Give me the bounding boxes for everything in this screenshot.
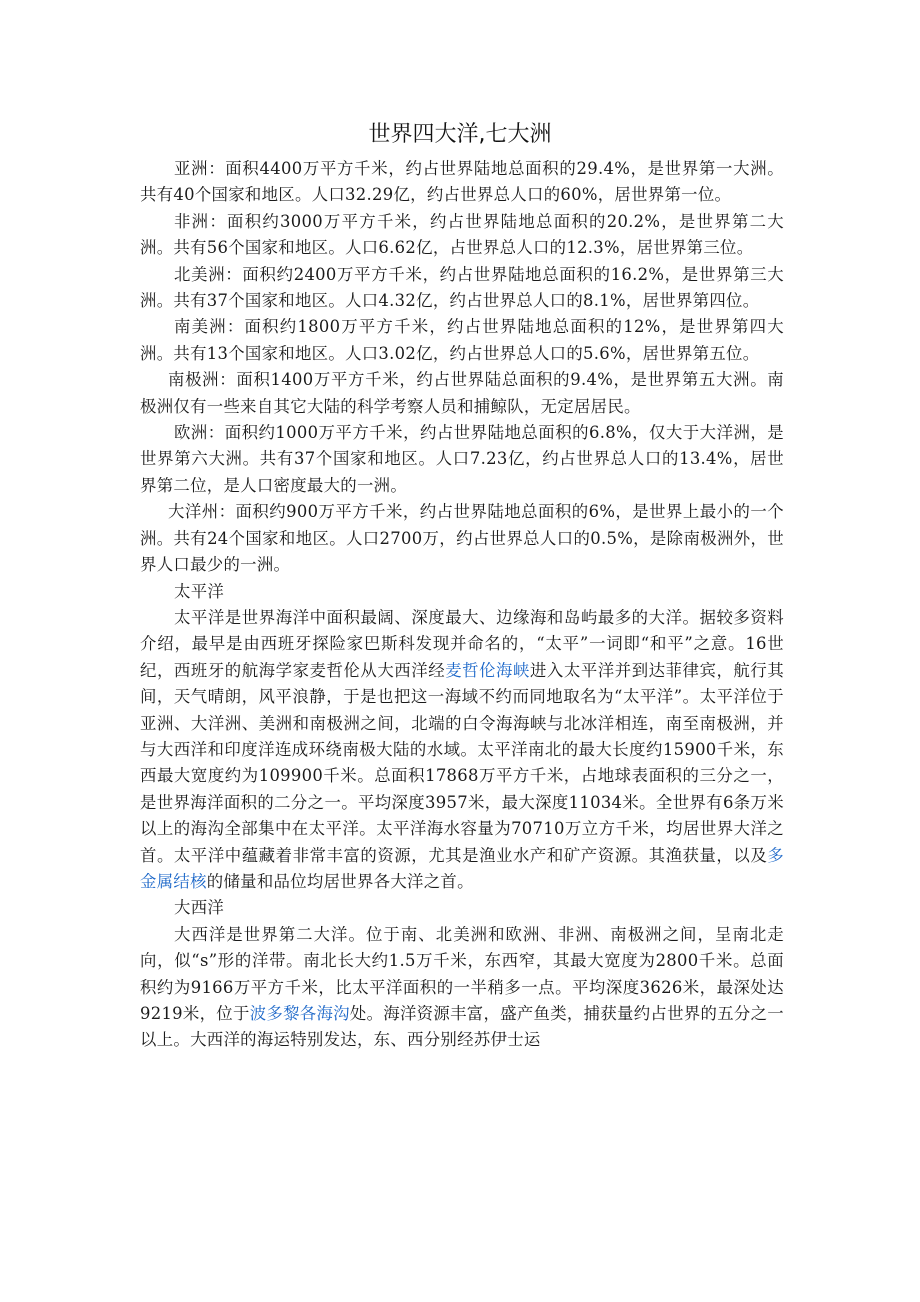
- heading-pacific: 太平洋: [174, 581, 225, 601]
- paragraph-atlantic: [140, 922, 784, 1054]
- paragraph-oceania: 大洋州：面积约900万平方千米，约占世界陆地总面积的6%，是世界上最小的一个洲。共有24个国家和地区。人口2700万，约占世界总人口的0.5%，是除南极洲外，世界人口最少的一洲。: [140, 502, 784, 575]
- paragraph-africa: 非洲：面积约3000万平方千米，约占世界陆地总面积的20.2%，是世界第二大洲。共有56个国家和地区。人口6.62亿，占世界总人口的12.3%，居世界第三位。: [140, 211, 784, 258]
- paragraph-antarctica: 南极洲：面积1400万平方千米，约占世界陆总面积的9.4%，是世界第五大洲。南极洲仅有一些来自其它大陆的科学考察人员和捕鲸队，无定居居民。: [140, 370, 784, 416]
- pacific-text-2: 进入太平洋并到达菲律宾，航行其间，天气晴朗，风平浪静，于是也把这一海域不约而同地取名为“太平洋”。太平洋位于亚洲、大洋洲、美洲和南极洲之间，北端的白令海海峡与北冰洋相连，南至南极洲，并与大西洋和印度洋连成环绕南极大陆的水域。太平洋南北的最大长度约15900千米，东西最大宽度约为109900千米。总面积17868万平方千米，占地球表面积的三分之一，是世界海洋面积的二分之一。平均深度3957米，最大深度11034米。全世界有6条万米以上的海沟全部集中在太平洋。太平洋海水容量为70710万立方千米，均居世界大洋之首。太平洋中蕴藏着非常丰富的资源，尤其是渔业水产和矿产资源。其渔获量，以及: [140, 660, 785, 865]
- link-magellan-strait[interactable]: 麦哲伦海峡: [445, 660, 530, 680]
- pacific-text-3: 的储量和品位均居世界各大洋之首。: [206, 871, 474, 891]
- link-puerto-rico-trench[interactable]: 波多黎各海沟: [249, 1004, 350, 1023]
- paragraph-north-america: 北美洲：面积约2400万平方千米，约占世界陆地总面积的16.2%，是世界第三大洲。共有37个国家和地区。人口4.32亿，约占世界总人口的8.1%，居世界第四位。: [140, 264, 784, 311]
- paragraph-asia: 亚洲：面积4400万平方千米，约占世界陆地总面积的29.4%，是世界第一大洲。共有40个国家和地区。人口32.29亿，约占世界总人口的60%，居世界第一位。: [140, 159, 784, 205]
- pacific-text-1: 太平洋是世界海洋中面积最阔、深度最大、边缘海和岛屿最多的大洋。据较多资料介绍，最早是由西班牙探险家巴斯科发现并命名的，“太平”一词即“和平”之意。16世纪，西班牙的航海学家麦哲伦从大西洋经: [140, 607, 784, 680]
- paragraph-south-america: 南美洲：面积约1800万平方千米，约占世界陆地总面积的12%，是世界第四大洲。共有13个国家和地区。人口3.02亿，约占世界总人口的5.6%，居世界第五位。: [140, 317, 784, 363]
- paragraph-europe: 欧洲：面积约1000万平方千米，约占世界陆地总面积的6.8%，仅大于大洋洲，是世界第六大洲。共有37个国家和地区。人口7.23亿，约占世界总人口的13.4%，居世界第二位，是人口密度最大的一洲。: [140, 423, 784, 495]
- heading-atlantic: 大西洋: [174, 898, 225, 918]
- page-title: 世界四大洋,七大洲: [368, 122, 552, 147]
- atlantic-text-1: 大西洋是世界第二大洋。位于南、北美洲和欧洲、非洲、南极洲之间，呈南北走向，似“s”形的洋带。南北长大约1.5万千米，东西窄，其最大宽度为2800千米。总面积约为9166万平方千米，比太平洋面积的一半稍多一点。平均深度3626米，最深处达9219米，位于: [140, 924, 784, 1023]
- paragraph-pacific: [140, 605, 784, 895]
- document-body: [140, 156, 784, 1054]
- link-polymetallic-nodules[interactable]: 多金属结核: [140, 845, 784, 891]
- atlantic-text-2: 处。海洋资源丰富，盛产鱼类，捕获量约占世界的五分之一以上。大西洋的海运特别发达，东、西分别经苏伊士运: [140, 1004, 784, 1050]
